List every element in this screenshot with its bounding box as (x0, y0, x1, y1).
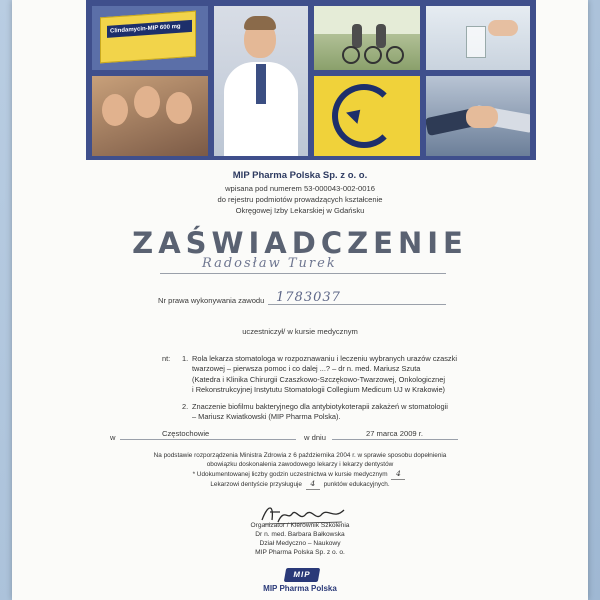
company-name: MIP Pharma Polska Sp. z o. o. (232, 170, 368, 181)
topic-line: Rola lekarza stomatologa w rozpoznawaniu i leczeniu wybranych urazów czaszki (192, 354, 457, 363)
cyclist-figure (352, 24, 362, 48)
registration-line: Okręgowej Izby Lekarskiej w Gdańsku (235, 206, 365, 215)
organizer-line: Dział Medyczno – Naukowy (259, 540, 341, 547)
city-underline (120, 439, 296, 440)
cyclist-figure (376, 24, 386, 48)
handshake (466, 106, 498, 128)
bike-wheel (364, 46, 382, 64)
city: Częstochowie (162, 429, 210, 438)
participation-text: uczestniczył/ w kursie medycznym (242, 327, 358, 336)
recipient-name: Radosław Turek (202, 256, 337, 271)
points-suffix: punktów edukacyjnych. (323, 481, 390, 488)
license-label: Nr prawa wykonywania zawodu (158, 296, 265, 305)
license-underline (268, 304, 446, 305)
license-number: 1783037 (276, 290, 341, 305)
bike-wheel (342, 46, 360, 64)
topic-number: 2. (182, 401, 189, 411)
certificate-page (12, 0, 588, 600)
hours-label: * Udokumentowanej liczby godzin uczestnictwa w kursie medycznym (192, 471, 388, 478)
date-underline (332, 439, 458, 440)
hours-value: 4 (391, 470, 405, 480)
name-underline (160, 273, 446, 274)
topic-line: Znaczenie biofilmu bakteryjnego dla antybiotykoterapii zakażeń w stomatologii (192, 401, 448, 411)
registration-line: do rejestru podmiotów prowadzących kształcenie (217, 195, 383, 204)
topic-line: – Mariusz Kwiatkowski (MIP Pharma Polska). (192, 412, 341, 422)
topic-item (182, 354, 482, 396)
registration-line: wpisana pod numerem 53-000043-002-0016 (225, 184, 375, 193)
face (102, 94, 128, 126)
legal-line: obowiązku doskonalenia zawodowego lekarzy i lekarzy dentystów (206, 461, 394, 468)
handshake-photo (426, 76, 530, 156)
sky (314, 6, 420, 34)
topic-item (182, 402, 482, 423)
organizer-line: Organizator / Kierownik Szkolenia (250, 522, 350, 529)
mip-logo-text: MIP Pharma Polska (263, 584, 337, 593)
certificate-title: ZAŚWIADCZENIE (132, 226, 468, 260)
hours-line (12, 470, 588, 480)
topics-list (182, 354, 482, 422)
topic-line: (Katedra i Klinika Chirurgii Czaszkowo-Szczękowo-Twarzowej, Onkologicznej (192, 374, 446, 384)
date-prefix: w dniu (304, 433, 326, 442)
date: 27 marca 2009 r. (366, 429, 423, 438)
topics-prefix: nt: (162, 354, 171, 363)
place-prefix: w (110, 433, 116, 442)
organizer-line: Dr n. med. Barbara Bałkowska (255, 531, 345, 538)
hand (488, 20, 518, 36)
topic-number: 1. (182, 354, 189, 363)
product-box-label: Clindamycin-MIP 600 mg (107, 20, 192, 38)
topic-line: i Rekonstrukcyjnej Instytutu Stomatologii Collegium Medicum UJ w Krakowie) (192, 385, 446, 395)
product-photo (92, 6, 208, 70)
face (166, 92, 192, 124)
medication-photo (426, 6, 530, 70)
product-box (100, 11, 196, 64)
bike-wheel (386, 46, 404, 64)
doctor-tie (256, 64, 266, 104)
points-line (12, 480, 588, 490)
photo-collage (86, 0, 536, 160)
arrow-graphic (314, 76, 420, 156)
family-photo (92, 76, 208, 156)
doctor-hair (244, 16, 276, 30)
water-glass (466, 26, 486, 58)
face (134, 86, 160, 118)
organizer-line: MIP Pharma Polska Sp. z o. o. (255, 549, 345, 556)
points-value: 4 (306, 480, 320, 490)
topic-line: twarzowej – pierwsza pomoc i co dalej ...? – dr n. med. Mariusz Szuta (192, 364, 421, 374)
cyclists-photo (314, 6, 420, 70)
points-label: Lekarzowi dentyście przysługuje (210, 481, 302, 488)
doctor-photo (214, 6, 308, 156)
mip-logo: MIP (284, 568, 320, 582)
legal-line: Na podstawie rozporządzenia Ministra Zdrowia z 6 października 2004 r. w sprawie sposobu dopełnienia (153, 452, 447, 459)
